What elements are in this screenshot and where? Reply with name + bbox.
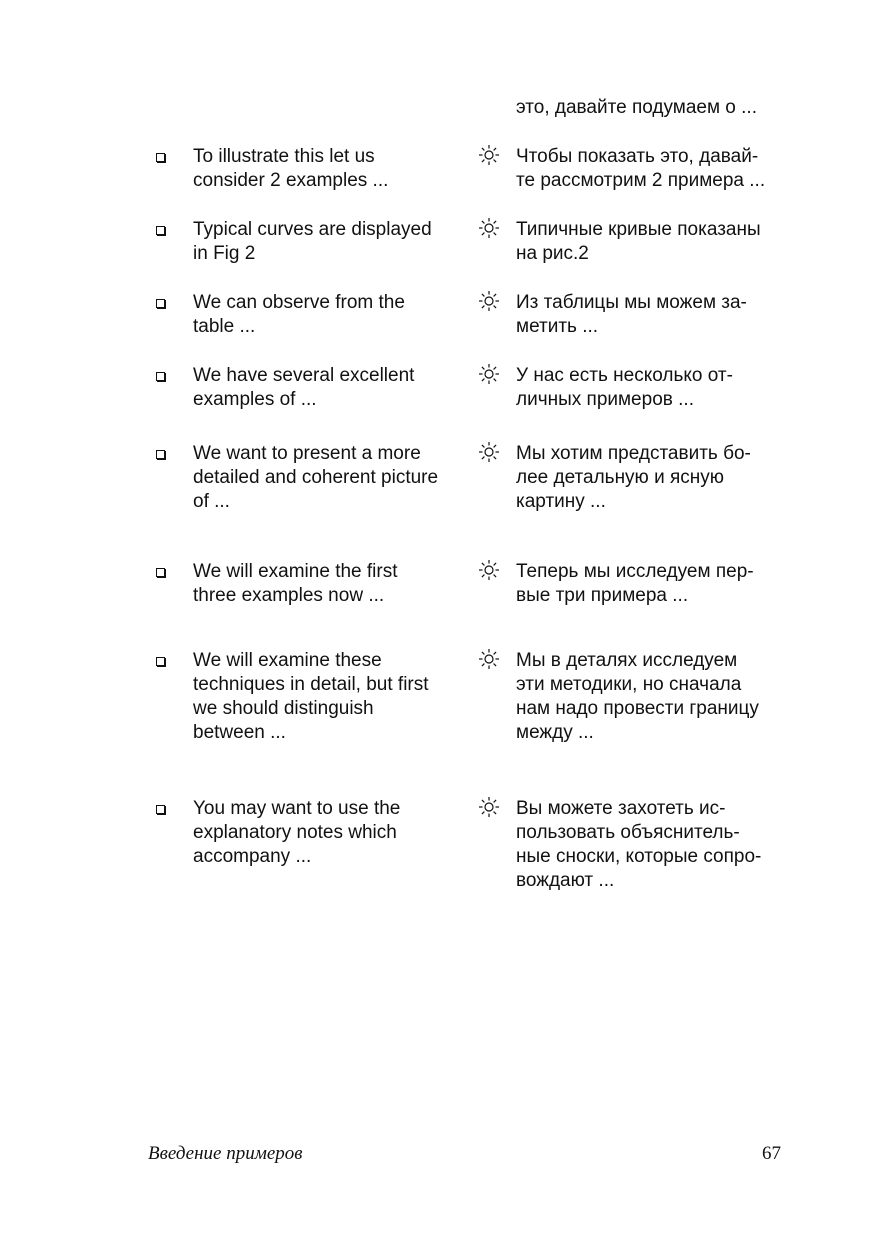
russian-line: Из таблицы мы можем за- [516, 292, 747, 313]
russian-phrase [516, 560, 806, 608]
russian-phrase [516, 442, 806, 514]
sun-icon [478, 217, 500, 239]
english-line: of ... [193, 491, 230, 512]
english-line: We will examine the first [193, 561, 398, 582]
english-line: we should distinguish [193, 698, 374, 719]
russian-line: картину ... [516, 491, 606, 512]
russian-line: на рис.2 [516, 243, 589, 264]
english-line: between ... [193, 722, 286, 743]
russian-phrase [516, 145, 806, 193]
english-line: table ... [193, 316, 256, 337]
russian-phrase [516, 291, 806, 339]
english-phrase [193, 442, 473, 514]
page-number: 67 [762, 1143, 781, 1164]
russian-line: ные сноски, которые сопро- [516, 846, 762, 867]
russian-line: между ... [516, 722, 594, 743]
russian-line: те рассмотрим 2 примера ... [516, 170, 766, 191]
russian-line: лее детальную и ясную [516, 467, 725, 488]
russian-line: нам надо провести границу [516, 698, 759, 719]
english-line: We can observe from the [193, 292, 405, 313]
russian-line: Чтобы показать это, давай- [516, 146, 759, 167]
russian-phrase [516, 797, 806, 893]
english-line: We have several excellent [193, 365, 415, 386]
english-line: explanatory notes which [193, 822, 397, 843]
english-line: You may want to use the [193, 798, 401, 819]
continuation-text: это, давайте подумаем о ... [516, 97, 757, 118]
english-line: consider 2 examples ... [193, 170, 389, 191]
english-line: examples of ... [193, 389, 317, 410]
sun-icon [478, 144, 500, 166]
russian-line: личных примеров ... [516, 389, 694, 410]
english-phrase [193, 364, 473, 412]
checkbox-bullet-icon [156, 805, 165, 814]
sun-icon [478, 796, 500, 818]
english-line: Typical curves are displayed [193, 219, 432, 240]
russian-line: Типичные кривые показаны [516, 219, 761, 240]
russian-line: эти методики, но сначала [516, 674, 742, 695]
russian-line: Теперь мы исследуем пер- [516, 561, 754, 582]
english-line: We want to present a more [193, 443, 421, 464]
english-phrase [193, 218, 473, 266]
russian-line: метить ... [516, 316, 599, 337]
english-line: in Fig 2 [193, 243, 256, 264]
footer-section-title: Введение примеров [148, 1143, 303, 1164]
russian-line: вые три примера ... [516, 585, 689, 606]
russian-phrase [516, 364, 806, 412]
english-phrase [193, 649, 473, 745]
sun-icon [478, 441, 500, 463]
checkbox-bullet-icon [156, 226, 165, 235]
english-line: We will examine these [193, 650, 382, 671]
checkbox-bullet-icon [156, 372, 165, 381]
checkbox-bullet-icon [156, 299, 165, 308]
russian-line: пользовать объяснитель- [516, 822, 740, 843]
english-line: three examples now ... [193, 585, 385, 606]
russian-line: Мы в деталях исследуем [516, 650, 738, 671]
english-line: accompany ... [193, 846, 312, 867]
english-phrase [193, 560, 473, 608]
russian-line: Мы хотим представить бо- [516, 443, 751, 464]
russian-line: вождают ... [516, 870, 615, 891]
english-phrase [193, 797, 473, 869]
checkbox-bullet-icon [156, 657, 165, 666]
checkbox-bullet-icon [156, 568, 165, 577]
russian-phrase [516, 218, 806, 266]
sun-icon [478, 363, 500, 385]
sun-icon [478, 648, 500, 670]
english-line: detailed and coherent picture [193, 467, 439, 488]
checkbox-bullet-icon [156, 450, 165, 459]
russian-line: У нас есть несколько от- [516, 365, 733, 386]
russian-phrase [516, 649, 806, 745]
english-phrase [193, 145, 473, 193]
russian-line: Вы можете захотеть ис- [516, 798, 726, 819]
checkbox-bullet-icon [156, 153, 165, 162]
sun-icon [478, 290, 500, 312]
sun-icon [478, 559, 500, 581]
english-phrase [193, 291, 473, 339]
english-line: To illustrate this let us [193, 146, 375, 167]
english-line: techniques in detail, but first [193, 674, 429, 695]
